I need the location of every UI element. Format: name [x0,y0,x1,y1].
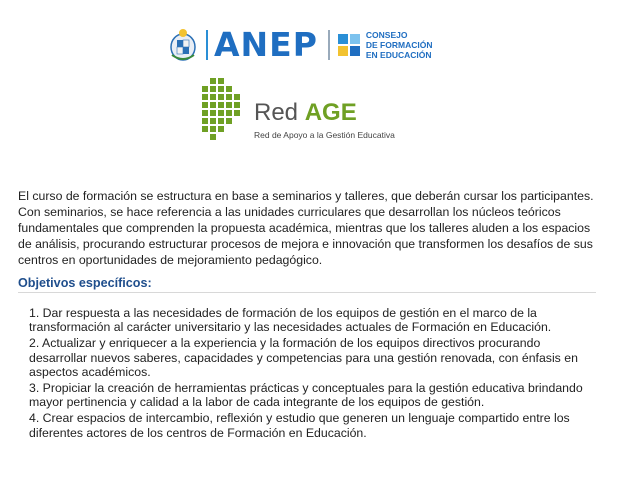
red-word: Red [254,99,305,126]
cfe-line: DE FORMACIÓN [365,40,433,50]
header-logos [0,0,623,150]
cfe-line: EN EDUCACIÓN [365,50,432,60]
section-divider [18,292,596,293]
divider [328,30,330,60]
red-age-title [254,100,395,126]
anep-wordmark: ANEP [214,25,318,64]
red-age-logo [200,76,395,144]
red-age-text [254,100,395,140]
list-item: 3. Propiciar la creación de herramientas prácticas y conceptuales para la gestión educativa brindando mayor pertinencia y calidad a la labor de cada integrante de los equipos de gestión. [29,381,583,410]
age-word: AGE [304,99,357,126]
red-age-subtitle: Red de Apoyo a la Gestión Educativa [254,130,395,140]
divider [206,30,208,60]
intro-paragraph: El curso de formación se estructura en base a seminarios y talleres, que deberán cursar los participantes. Con seminarios, se hace referencia a las unidades curriculares que desarrollan los núcleos teóricos fundamentales que comprenden la propuesta académica, mientras que los talleres aluden a los espacios de análisis, procurando estructurar procesos de mejora e innovación que transformen los desafíos de sus centros en oportunidades de mejoramiento pedagógico. [18,189,594,268]
list-item: 4. Crear espacios de intercambio, reflexión y estudio que generen un lenguaje compartido entre los diferentes actores de los centros de Formación en Educación. [29,411,570,440]
anep-logo [166,26,432,64]
red-age-grid-icon [200,76,244,144]
cfe-wordmark [366,30,433,60]
list-item: 1. Dar respuesta a las necesidades de formación de los equipos de gestión en el marco de la transformación al carácter universitario y las necesidades actuales de Formación en Educación. [29,306,552,335]
cfe-line: CONSEJO [365,30,408,40]
cfe-logo-icon [338,34,360,56]
uruguay-seal-icon [166,27,200,63]
objectives-list [29,306,589,442]
section-title: Objetivos específicos: [18,276,152,290]
list-item: 2. Actualizar y enriquecer a la experiencia y la formación de los equipos directivos procurando desarrollar nuevos saberes, capacidades y competencias para una gestión renovada, con énfasis en aspectos académicos. [29,336,578,380]
